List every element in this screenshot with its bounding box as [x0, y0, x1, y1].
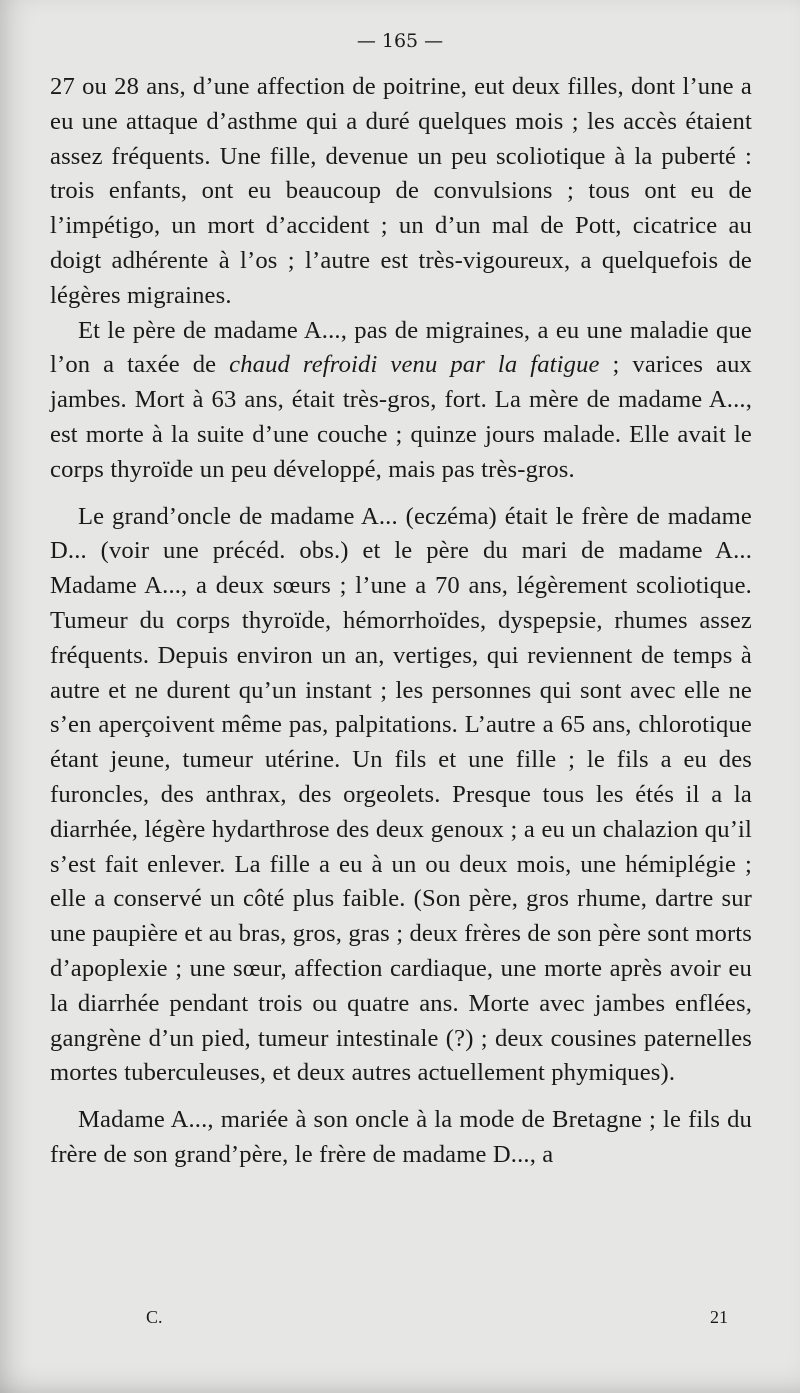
paragraph-2 [50, 314, 752, 488]
paragraph-4 [50, 1103, 752, 1173]
paragraph-1 [50, 70, 752, 314]
paragraph-3 [50, 500, 752, 1092]
paragraph-3-text: Le grand’oncle de madame A... (eczéma) était le frère de madame D... (voir une précéd. obs.) et le père du mari de madame A... Madame A..., a deux sœurs ; l’une a 70 ans, légèrement scoliotique. Tumeur du corps thyroïde, hémorrhoïdes, dyspepsie, rhumes assez fréquents. Depuis environ un an, vertiges, qui reviennent de temps à autre et ne durent qu’un instant ; les personnes qui sont avec elle ne s’en aperçoivent même pas, palpitations. L’autre a 65 ans, chlorotique étant jeune, tumeur utérine. Un fils et une fille ; le fils a eu des furoncles, des anthrax, des orgeolets. Presque tous les étés il a la diarrhée, légère hydarthrose des deux genoux ; a eu un chalazion qu’il s’est fait enlever. La fille a eu à un ou deux mois, une hémiplégie ; elle a conservé un côté plus faible. (Son père, gros rhume, dartre sur une paupière et au bras, gros, gras ; deux frères de son père sont morts d’apoplexie ; une sœur, affection cardiaque, une morte après avoir eu la diarrhée pendant trois ou quatre ans. Morte avec jambes enflées, gangrène d’un pied, tumeur intestinale (?) ; deux cousines paternelles mortes tuberculeuses, et deux autres actuellement phymiques). [50, 502, 752, 1087]
paragraph-2-text-b: ; varices aux jambes. Mort à 63 ans, était très-gros, fort. La mère de madame A..., est morte à la suite d’une couche ; quinze jours malade. Elle avait le corps thyroïde un peu développé, mais pas très-gros. [50, 351, 753, 483]
page-number: — 165 — [356, 30, 444, 52]
paragraph-4-text: Madame A..., mariée à son oncle à la mode de Bretagne ; le fils du frère de son grand’père, le frère de madame D..., a [50, 1106, 752, 1168]
signature-mark: C. [146, 1307, 163, 1327]
paragraph-2-text-a: Et le père de madame A..., pas de migraines, a eu une maladie que l’on a taxée de [50, 316, 752, 379]
sheet-number: 21 [710, 1307, 728, 1327]
body-text [50, 70, 752, 1173]
paragraph-2-italic: chaud refroidi venu par la fatigue [229, 351, 600, 379]
paragraph-1-text: 27 ou 28 ans, d’une affection de poitrine, eut deux filles, dont l’une a eu une attaque d’asthme qui a duré quelques mois ; les accès étaient assez fréquents. Une fille, devenue un peu scoliotique à la puberté : trois enfants, ont eu beaucoup de convulsions ; tous ont eu de l’impétigo, un mort d’accident ; un d’un mal de Pott, cicatrice au doigt adhérente à l’os ; l’autre est très-vigoureux, a quelquefois de légères migraines. [50, 73, 752, 309]
